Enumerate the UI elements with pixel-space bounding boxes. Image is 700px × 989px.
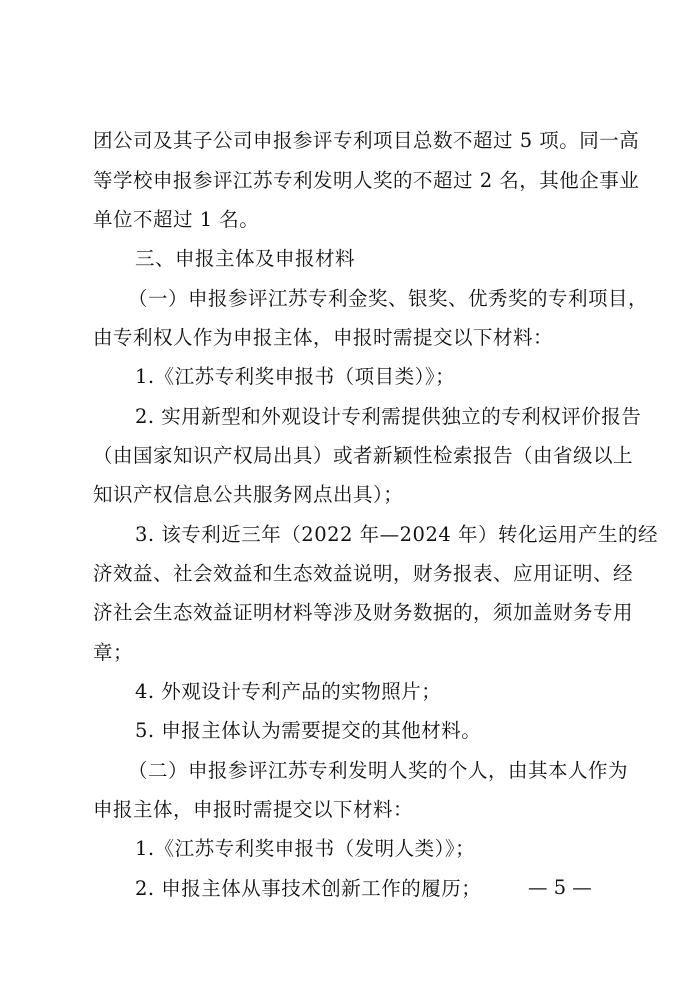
list-item: 2. 实用新型和外观设计专利需提供独立的专利权评价报告 <box>135 405 642 428</box>
paragraph-line: 济社会生态效益证明材料等涉及财务数据的，须加盖财务专用 <box>93 601 634 624</box>
paragraph-line: （二）申报参评江苏专利发明人奖的个人，由其本人作为 <box>128 759 629 782</box>
paragraph-line: 章； <box>93 641 134 664</box>
section-heading: 三、申报主体及申报材料 <box>135 247 356 270</box>
paragraph-line: 济效益、社会效益和生态效益说明，财务报表、应用证明、经 <box>93 562 634 585</box>
page-number: — 5 — <box>528 876 592 899</box>
paragraph-line: （由国家知识产权局出具）或者新颖性检索报告（由省级以上 <box>93 444 634 467</box>
paragraph-line: 由专利权人作为申报主体，申报时需提交以下材料： <box>93 326 554 349</box>
list-item: 1.《江苏专利奖申报书（发明人类）》； <box>135 837 476 860</box>
paragraph-line: 等学校申报参评江苏专利发明人奖的不超过 2 名，其他企事业 <box>93 169 640 192</box>
paragraph-line: （一）申报参评江苏专利金奖、银奖、优秀奖的专利项目， <box>128 287 649 310</box>
list-item: 4. 外观设计专利产品的实物照片； <box>135 680 442 703</box>
paragraph-line: 单位不超过 1 名。 <box>93 208 260 231</box>
list-item: 5. 申报主体认为需要提交的其他材料。 <box>135 719 482 742</box>
paragraph-line: 申报主体，申报时需提交以下材料： <box>93 798 414 821</box>
list-item: 1.《江苏专利奖申报书（项目类）》； <box>135 365 456 388</box>
paragraph-line: 知识产权信息公共服务网点出具）； <box>93 483 404 506</box>
paragraph-line: 团公司及其子公司申报参评专利项目总数不超过 5 项。同一高 <box>93 129 640 152</box>
list-item: 2. 申报主体从事技术创新工作的履历； <box>135 877 482 900</box>
list-item: 3. 该专利近三年（2022 年—2024 年）转化运用产生的经 <box>135 523 658 546</box>
